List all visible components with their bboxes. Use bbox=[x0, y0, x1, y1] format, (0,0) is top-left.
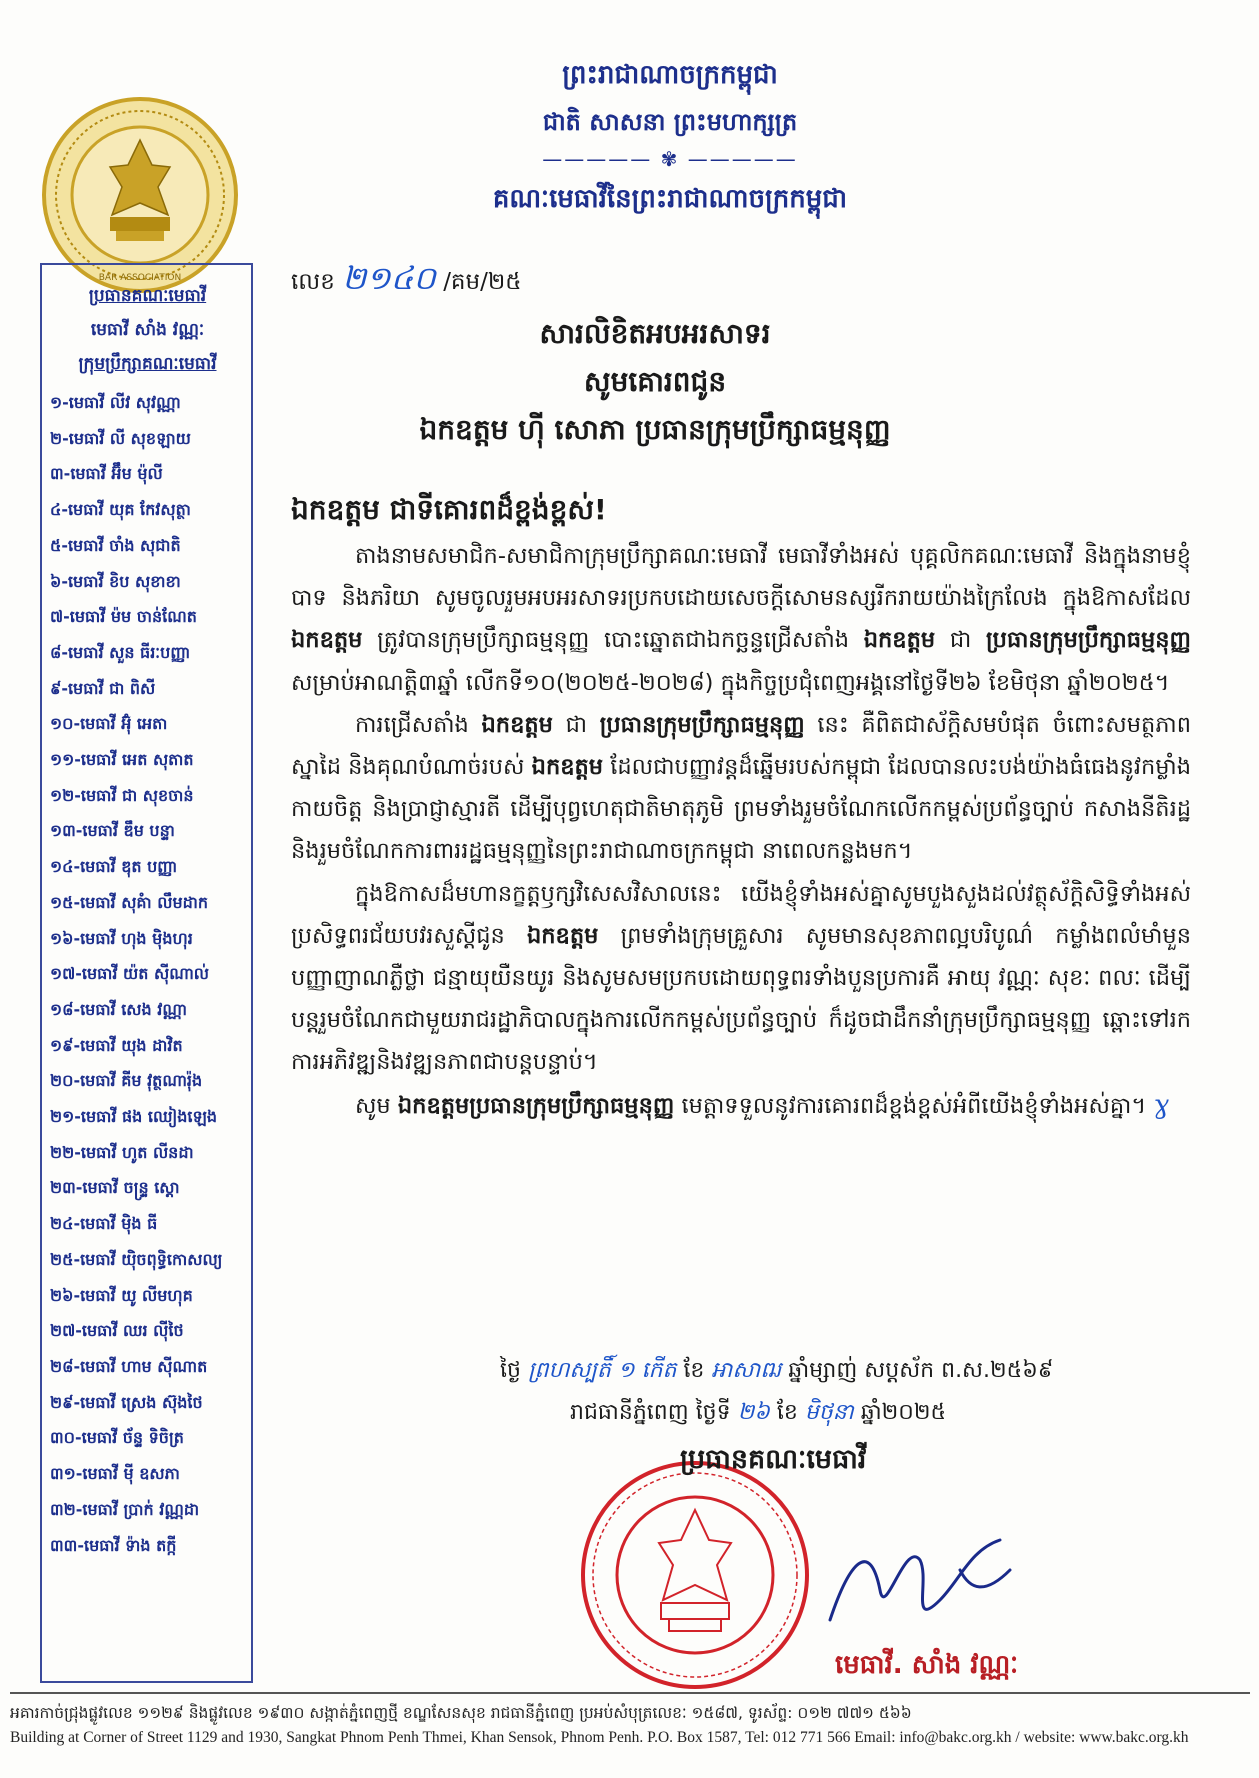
handwritten-initials: ɣ bbox=[1153, 1089, 1169, 1120]
council-member-item: ២-មេធាវី លី សុខឡាយ bbox=[50, 428, 191, 448]
council-sidebar bbox=[40, 263, 253, 1683]
letter-addressee-intro: សូមគោរពជូន bbox=[583, 365, 727, 398]
handwritten-signature bbox=[810, 1500, 1030, 1660]
council-member-item: ២០-មេធាវី គីម វុត្ថណារ៉ុង bbox=[50, 1071, 203, 1091]
council-member-item: ១២-មេធាវី ជា សុខចាន់ bbox=[50, 785, 194, 805]
text: ជា bbox=[565, 711, 588, 738]
text: មេត្តាទទួលនូវការគោរពដ៏ខ្ពង់ខ្ពស់អំពីយើងខ្ញុំទាំងអស់គ្នា។ bbox=[681, 1092, 1147, 1119]
text: តាងនាមសមាជិក-សមាជិកាក្រុមប្រឹក្សាគណៈមេធាវី មេធាវីទាំងអស់ បុគ្គលិកគណៈមេធាវី និងក្នុងនាមខ្ញុំបាទ និងភរិយា សូមចូលរួមអបអរសាទរប្រកបដោយសេចក្តីសោមនស្សរីករាយយ៉ាងក្រៃលែង ក្នុងឱកាសដែល bbox=[291, 543, 1191, 612]
council-member-item: ២៥-មេធាវី យ៉ិចពុទ្ធិកោសល្យ bbox=[50, 1249, 223, 1269]
footer-address-khmer: អគារកាច់ជ្រុងផ្លូវលេខ ១១២៩ និងផ្លូវលេខ ១៩៣០ សង្កាត់ភ្នំពេញថ្មី ខណ្ឌសែនសុខ រាជធានីភ្នំពេញ ប្រអប់សំបុត្រលេខៈ ១៥៨៧, ទូរស័ព្ទ: ០១២ ៧៧១ ៥៦៦ bbox=[10, 1704, 912, 1722]
council-member-item: ២៦-មេធាវី យូ លីមហុគ bbox=[50, 1285, 193, 1305]
letter-body bbox=[291, 535, 1191, 1127]
footer-address bbox=[10, 1692, 1250, 1750]
paragraph-2 bbox=[291, 704, 1191, 873]
footer-address-english: Building at Corner of Street 1129 and 1930, Sangkat Phnom Penh Thmei, Khan Sensok, Phnom Penh. P.O. Box 1587, Tel: 012 771 566 Email: info@bakc.org.kh / website: www.bakc.org.kh bbox=[10, 1729, 1189, 1746]
council-member-item: ១៤-មេធាវី ឌុត បញ្ញា bbox=[50, 857, 178, 877]
council-member-item: ១៧-មេធាវី យ៉ត ស៊ីណាល់ bbox=[50, 964, 210, 984]
president-heading: ប្រធានគណៈមេធាវី bbox=[88, 286, 207, 306]
council-member-item: ៣-មេធាវី អ៊ឹម ម៉ុលី bbox=[50, 464, 163, 484]
lunar-date bbox=[500, 1350, 1200, 1392]
council-member-item: ១១-មេធាវី អេត សុតាត bbox=[50, 750, 194, 770]
reference-number bbox=[291, 258, 522, 302]
letterhead bbox=[290, 55, 1050, 221]
solar-date bbox=[500, 1392, 1200, 1434]
handwritten-text: អាសាឍ bbox=[711, 1358, 782, 1383]
council-member-item: ២៤-មេធាវី ម៉ិង ធី bbox=[50, 1214, 158, 1234]
paragraph-4 bbox=[291, 1084, 1191, 1127]
text: ថ្ងៃ bbox=[500, 1358, 521, 1383]
council-member-item: ៦-មេធាវី ខិប សុខាខា bbox=[50, 571, 181, 591]
council-member-item: ៤-មេធាវី យុគ កែវសុត្ថា bbox=[50, 500, 191, 520]
ref-number-handwritten: ២១៤០ bbox=[342, 259, 436, 297]
council-member-item: ១៨-មេធាវី សេង វណ្ណា bbox=[50, 999, 187, 1019]
signatory-title: ប្រធានគណៈមេធាវី bbox=[680, 1444, 867, 1475]
council-member-item: ៥-មេធាវី ចាំង សុជាតិ bbox=[50, 535, 181, 555]
ref-suffix: /គម/២៥ bbox=[443, 269, 522, 295]
signatory-name: មេធាវី. សាំង វណ្ណៈ bbox=[835, 1650, 1019, 1680]
council-member-item: ៨-មេធាវី សួន ធីរៈបញ្ញា bbox=[50, 642, 191, 662]
council-member-item: ២២-មេធាវី ហូត លីនដា bbox=[50, 1142, 194, 1162]
seal-text: BAR ASSOCIATION bbox=[98, 273, 182, 283]
bold-text: ឯកឧត្តម bbox=[531, 754, 604, 781]
text: សម្រាប់អាណត្តិ៣ឆ្នាំ លើកទី១០(២០២៥-២០២៨) ក្នុងកិច្ចប្រជុំពេញអង្គនៅថ្ងៃទី២៦ ខែមិថុនា ឆ្នាំ២០២៥។ bbox=[291, 669, 1170, 696]
letter-addressee: ឯកឧត្តម ហ៊ី សោភា ប្រធានក្រុមប្រឹក្សាធម្មនុញ្ញ bbox=[419, 413, 891, 446]
salutation: ឯកឧត្តម ជាទីគោរពដ៏ខ្ពង់ខ្ពស់! bbox=[291, 493, 607, 526]
letter-subject: សារលិខិតអបអរសាទរ bbox=[539, 317, 771, 350]
text: ជា bbox=[949, 627, 972, 654]
text: នេះ គឺពិតជាស័ក្តិសមបំផុត ចំពោះសមត្ថភាព ស្នាដៃ និងគុណបំណាច់របស់ bbox=[291, 711, 1191, 781]
bold-text: ឯកឧត្តម bbox=[526, 922, 599, 949]
council-member-item: ២៩-មេធាវី ស្រេង ស៊ុងថៃ bbox=[50, 1392, 203, 1412]
text: ឆ្នាំ២០២៥ bbox=[860, 1400, 947, 1425]
council-member-item: ២១-មេធាវី ផង ឈៀងឡេង bbox=[50, 1107, 218, 1127]
text: ឆ្នាំម្សាញ់ សប្តស័ក ព.ស.២៥៦៩ bbox=[788, 1358, 1054, 1383]
council-member-list bbox=[50, 385, 245, 1563]
official-red-stamp bbox=[575, 1455, 815, 1695]
date-block bbox=[500, 1350, 1200, 1434]
council-member-item: ៣៣-មេធាវី ទ៉ាង តក្កី bbox=[50, 1535, 177, 1555]
council-member-item: ៩-មេធាវី ជា ពិសី bbox=[50, 678, 156, 698]
council-member-item: ១៥-មេធាវី សុគំា លឹមដាក bbox=[50, 892, 209, 912]
text: ខែ bbox=[683, 1358, 705, 1383]
handwritten-text: ២៦ bbox=[737, 1400, 770, 1425]
council-member-item: ៣១-មេធាវី ម៉ី ឧសភា bbox=[50, 1464, 180, 1484]
council-member-item: ១៩-មេធាវី យុង ដាវិត bbox=[50, 1035, 183, 1055]
handwritten-text: ព្រហស្បតិ៍ ១ កើត bbox=[527, 1358, 677, 1383]
text: ដែលជាបញ្ញាវន្តដ៏ឆ្នើមរបស់កម្ពុជា ដែលបានលះបង់យ៉ាងធំធេងនូវកម្លាំងកាយចិត្ត និងប្រាជ្ញាស្មារតី ដើម្បីបុព្វហេតុជាតិមាតុភូមិ ព្រមទាំងរួមចំណែកលើកកម្ពស់ប្រព័ន្ធច្បាប់ កសាងនីតិរដ្ឋ និងរួមចំណែកការពាររដ្ឋធម្មនុញ្ញនៃព្រះរាជាណាចក្រកម្ពុជា នាពេលកន្លងមក។ bbox=[291, 754, 1192, 865]
bold-text: ប្រធានក្រុមប្រឹក្សាធម្មនុញ្ញ bbox=[985, 627, 1191, 654]
handwritten-text: មិថុនា bbox=[804, 1400, 854, 1425]
kingdom-title: ព្រះរាជាណាចក្រកម្ពុជា bbox=[562, 60, 778, 90]
council-member-item: ២៧-មេធាវី ឈរ ល៉ីថៃ bbox=[50, 1321, 184, 1341]
text: ខែ bbox=[776, 1400, 798, 1425]
bold-text: ឯកឧត្តម bbox=[291, 627, 363, 654]
paragraph-3 bbox=[291, 873, 1191, 1084]
header-ornament: ————— ✾ ————— bbox=[542, 147, 798, 171]
organization-name: គណៈមេធាវីនៃព្រះរាជាណាចក្រកម្ពុជា bbox=[492, 184, 848, 214]
council-member-item: ១-មេធាវី លីវ សុវណ្ណា bbox=[50, 393, 181, 412]
council-heading: ក្រុមប្រឹក្សាគណៈមេធាវី bbox=[78, 354, 217, 374]
council-member-item: ១០-មេធាវី អ៊ុំ អេតា bbox=[50, 714, 168, 734]
council-member-item: ២៨-មេធាវី ហាម ស៊ីណាត bbox=[50, 1356, 208, 1376]
council-member-item: ៣២-មេធាវី ប្រាក់ វណ្ណដា bbox=[50, 1499, 200, 1519]
text: ព្រមទាំងក្រុមគ្រួសារ សូមមានសុខភាពល្អបរិបូណ៌ កម្លាំងពលំមាំមួន បញ្ញាញាណភ្លឺថ្លា ជន្មាយុយឺនយូរ និងសូមសមប្រកបដោយពុទ្ធពរទាំងបួនប្រការគឺ អាយុ វណ្ណៈ សុខៈ ពលៈ ដើម្បីបន្តរួមចំណែកជាមួយរាជរដ្ឋាភិបាលក្នុងការលើកកម្ពស់ប្រព័ន្ធច្បាប់ ក៏ដូចជាដឹកនាំក្រុមប្រឹក្សាធម្មនុញ្ញ ឆ្ពោះទៅរកការអភិវឌ្ឍនិងវឌ្ឍនភាពជាបន្តបន្ទាប់។ bbox=[291, 922, 1191, 1076]
text: សូម bbox=[355, 1092, 391, 1119]
bold-text: ប្រធានក្រុមប្រឹក្សាធម្មនុញ្ញ bbox=[599, 711, 805, 738]
council-member-item: ១៦-មេធាវី ហុង ម៉ិងហុរ bbox=[50, 928, 193, 948]
bold-text: ឯកឧត្តម bbox=[863, 627, 936, 654]
ref-prefix: លេខ bbox=[291, 269, 335, 295]
text: ការជ្រើសតាំង bbox=[355, 711, 469, 738]
letter-titles bbox=[290, 310, 1020, 454]
council-member-item: ៣០-មេធាវី ច័ន្ទ ទិចិត្រ bbox=[50, 1428, 184, 1448]
council-member-item: ៧-មេធាវី ម៉ម ចាន់ណែត bbox=[50, 607, 197, 627]
text: រាជធានីភ្នំពេញ ថ្ងៃទី bbox=[570, 1400, 731, 1425]
president-name: មេធាវី សាំង វណ្ណៈ bbox=[90, 320, 205, 340]
text: ត្រូវបានក្រុមប្រឹក្សាធម្មនុញ្ញ បោះឆ្នោតជាឯកច្ឆន្ទជ្រើសតាំង bbox=[377, 627, 850, 654]
bold-text: ឯកឧត្តមប្រធានក្រុមប្រឹក្សាធម្មនុញ្ញ bbox=[397, 1092, 675, 1119]
paragraph-1 bbox=[291, 535, 1191, 704]
bold-text: ឯកឧត្តម bbox=[481, 711, 553, 738]
council-member-item: ១៣-មេធាវី ឌឹម បន្ទា bbox=[50, 821, 175, 841]
text: ក្នុងឱកាសដ៏មហានក្ខត្តឫក្សវិសេសវិសាលនេះ យើងខ្ញុំទាំងអស់គ្នាសូមបួងសួងដល់វត្ថុស័ក្តិសិទ្ធិទាំងអស់ប្រសិទ្ធពរជ័យបវរសួស្តីជូន bbox=[291, 880, 1191, 949]
national-motto: ជាតិ សាសនា ព្រះមហាក្សត្រ bbox=[542, 108, 798, 136]
council-member-item: ២៣-មេធាវី ចន្ទ្រ ស្តោ bbox=[50, 1178, 180, 1198]
